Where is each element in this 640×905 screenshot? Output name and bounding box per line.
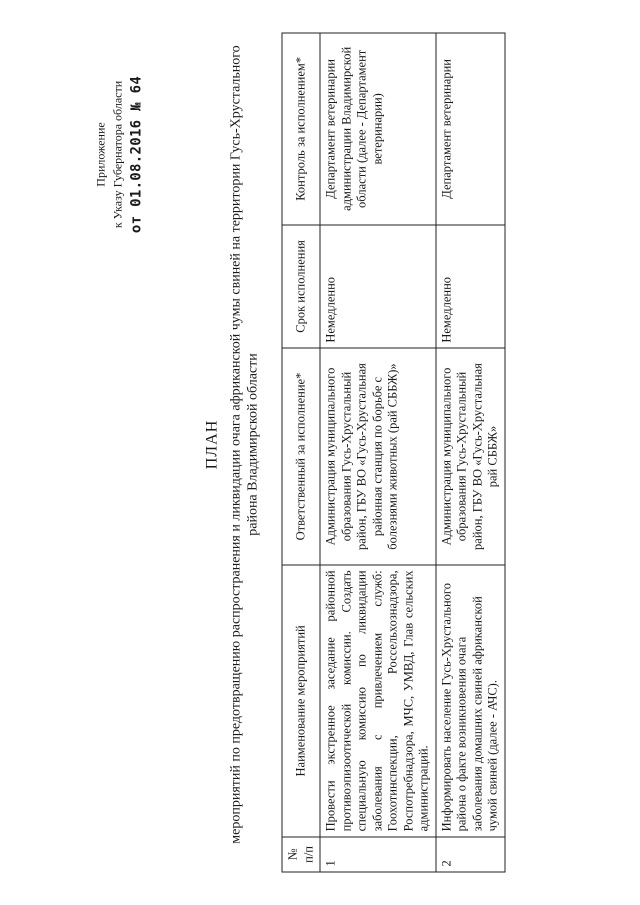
table-row [320, 33, 436, 872]
document-title [204, 45, 262, 845]
header-action: Наименование мероприятий [282, 565, 320, 837]
row-term: Немедленно [436, 225, 505, 348]
row-responsible: Администрация муниципального образования Гусь-Хрустальный район, ГБУ ВО «Гусь-Хрустальная рай СББЖ» [436, 348, 505, 565]
table-header-row [282, 33, 320, 872]
row-action: Провести экстренное заседание районной противоэпизоотической комиссии. Создать специальную комиссию по ликвидации заболевания с привлечением служб: Гоохотинспекции, Россельхознадзора, Роспотребнадзора, МЧС, УМВД, Глав сельских администраций. [320, 565, 436, 837]
row-term: Немедленно [320, 225, 436, 348]
header-responsible: Ответственный за исполнение* [282, 348, 320, 565]
row-num: 1 [320, 837, 436, 872]
row-control: Департамент ветеринарии [436, 33, 505, 225]
decree-date-number: от 01.08.2016 № 64 [128, 75, 145, 234]
header-term: Срок исполнения [282, 225, 320, 348]
plan-table [282, 33, 506, 873]
row-num: 2 [436, 837, 505, 872]
header-num: № п/п [282, 837, 320, 872]
plan-subtitle: мероприятий по предотвращению распространения и ликвидации очага африканской чумы свиней на территории Гусь-Хрустального района Владимирской области [228, 45, 261, 844]
row-responsible: Администрация муниципального образования Гусь-Хрустальный район, ГБУ ВО «Гусь-Хрустальная районная станция по борьбе с болезнями животных (рай СББЖ)» [320, 348, 436, 565]
appendix-header [93, 25, 146, 285]
header-control: Контроль за исполнением* [282, 33, 320, 225]
plan-title: ПЛАН [203, 419, 221, 470]
row-control: Департамент ветеринарии администрации Владимирской области (далее - Департамент ветеринарии) [320, 33, 436, 225]
appendix-label: Приложение [93, 122, 108, 187]
table-row [436, 33, 505, 872]
decree-reference: к Указу Губернатора области [110, 80, 125, 229]
row-action: Информировать население Гусь-Хрустального района о факте возникновения очага заболевания домашних свиней африканской чумой свиней (далее - АЧС). [436, 565, 505, 837]
document-page [1, 0, 640, 905]
